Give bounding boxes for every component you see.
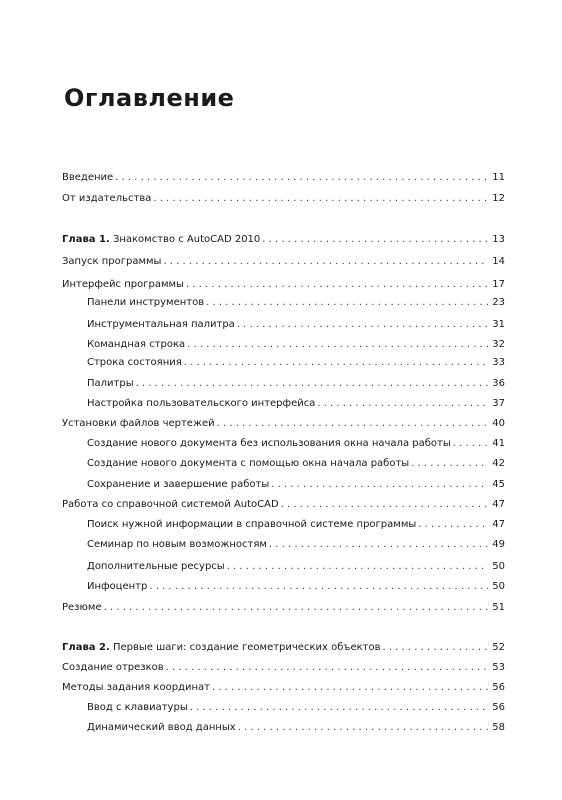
toc-entry-text: Строка состояния [87,357,182,368]
toc-entry-title [87,378,134,390]
toc-entry-title [62,172,113,184]
toc-entry-title [62,193,151,205]
toc-entry-title [87,398,315,410]
toc-entry-text: Первые шаги: создание геометрических объектов [109,642,381,653]
page-title: Оглавление [64,84,235,112]
toc-entry-title [87,581,147,593]
toc-entry-text: Панели инструментов [87,297,205,308]
toc-leader-dots [104,602,488,614]
toc-page-number: 36 [492,378,505,389]
toc-entry-text: Инфоцентр [87,581,148,592]
toc-entry-title [87,479,269,491]
toc-entry [87,720,505,734]
toc-page-number: 52 [492,642,505,653]
toc-entry-title [62,256,161,268]
toc-page-number: 56 [492,682,505,693]
toc-entry [87,456,505,470]
toc-entry [62,232,505,246]
toc-entry [87,477,505,491]
toc-leader-dots [227,561,488,573]
toc-entry [87,579,505,593]
toc-entry-title [62,682,210,694]
toc-entry [87,436,505,450]
toc-entry [62,680,505,694]
toc-leader-dots [217,418,488,430]
toc-entry-text: Работа со справочной системой AutoCAD [62,499,279,510]
toc-leader-dots [163,256,488,268]
toc-entry-title [62,602,102,614]
toc-entry [62,640,505,654]
toc-leader-dots [237,319,488,331]
toc-entry [62,277,505,291]
toc-chapter-label: Глава 2. [62,642,110,653]
toc-leader-dots [166,662,488,674]
toc-page-number: 47 [492,499,505,510]
toc-page-number: 13 [492,234,505,245]
toc-entry-title [62,418,215,430]
toc-entry-title [87,297,204,309]
toc-entry [87,295,505,309]
toc-leader-dots [382,642,488,654]
toc-page-number: 42 [492,458,505,469]
toc-entry-text: Настройка пользовательского интерфейса [87,398,316,409]
toc-entry [62,497,505,511]
toc-leader-dots [186,279,488,291]
toc-entry-text: Введение [62,172,114,183]
toc-entry [87,376,505,390]
toc-entry-title [62,234,260,246]
toc-entry [62,600,505,614]
toc-entry [87,700,505,714]
toc-page-number: 33 [492,357,505,368]
toc-leader-dots [453,438,488,450]
toc-entry-text: Семинар по новым возможностям [87,539,267,550]
toc-entry-text: Создание отрезков [62,662,164,673]
toc-entry [87,537,505,551]
toc-entry [62,416,505,430]
toc-entry-text: Динамический ввод данных [87,722,236,733]
toc-page-number: 56 [492,702,505,713]
toc-page-number: 41 [492,438,505,449]
toc-entry [87,396,505,410]
toc-leader-dots [149,581,488,593]
toc-leader-dots [187,339,488,351]
toc-page-number: 11 [492,172,505,183]
toc-entry [62,170,505,184]
toc-leader-dots [136,378,488,390]
toc-entry-title [62,499,279,511]
toc-page-number: 37 [492,398,505,409]
toc-entry-title [87,357,182,369]
toc-entry-title [87,539,267,551]
toc-entry-title [87,339,185,351]
toc-leader-dots [238,722,488,734]
toc-leader-dots [212,682,488,694]
toc-entry-title [62,662,164,674]
toc-entry-text: Знакомство с AutoCAD 2010 [109,234,261,245]
toc-entry-title [87,702,188,714]
toc-leader-dots [190,702,488,714]
toc-entry-text: Ввод с клавиатуры [87,702,188,713]
toc-entry-title [87,519,416,531]
toc-entry-text: От издательства [62,193,152,204]
toc-leader-dots [317,398,488,410]
toc-entry-text: Поиск нужной информации в справочной системе программы [87,519,417,530]
toc-entry [87,559,505,573]
toc-leader-dots [206,297,488,309]
toc-leader-dots [184,357,488,369]
toc-page-number: 53 [492,662,505,673]
toc-page-number: 17 [492,279,505,290]
toc-entry-text: Создание нового документа без использования окна начала работы [87,438,451,449]
toc-page-number: 40 [492,418,505,429]
toc-entry-text: Инструментальная палитра [87,319,235,330]
toc-entry-text: Палитры [87,378,134,389]
toc-entry-text: Сохранение и завершение работы [87,479,270,490]
toc-entry-text: Резюме [62,602,102,613]
toc-chapter-label: Глава 1. [62,234,110,245]
toc-leader-dots [262,234,488,246]
toc-entry-title [62,279,184,291]
toc-leader-dots [411,458,488,470]
toc-page-number: 50 [492,561,505,572]
toc-page-number: 49 [492,539,505,550]
toc-entry [87,317,505,331]
toc-entry-title [87,561,225,573]
toc-page-number: 32 [492,339,505,350]
toc-entry [62,254,505,268]
toc-leader-dots [418,519,488,531]
toc-entry-text: Методы задания координат [62,682,210,693]
toc-page-number: 23 [492,297,505,308]
toc-leader-dots [115,172,488,184]
toc-entry [87,517,505,531]
toc-entry-title [87,722,236,734]
toc-leader-dots [271,479,488,491]
toc-page-number: 14 [492,256,505,267]
toc-entry-title [87,438,451,450]
toc-entry-text: Интерфейс программы [62,279,184,290]
toc-entry-title [87,458,409,470]
toc-page-number: 12 [492,193,505,204]
toc-entry-text: Запуск программы [62,256,162,267]
toc-page-number: 45 [492,479,505,490]
toc-page-number: 31 [492,319,505,330]
toc-entry [62,191,505,205]
toc-page-number: 58 [492,722,505,733]
toc-leader-dots [269,539,488,551]
toc-entry-text: Создание нового документа с помощью окна начала работы [87,458,410,469]
toc-page-number: 51 [492,602,505,613]
toc-entry [87,355,505,369]
toc-leader-dots [153,193,488,205]
toc-leader-dots [281,499,488,511]
toc-entry-text: Установки файлов чертежей [62,418,215,429]
toc-entry-title [62,642,380,654]
toc-entry-text: Дополнительные ресурсы [87,561,225,572]
toc-page-number: 50 [492,581,505,592]
toc-entry [87,337,505,351]
toc-page-number: 47 [492,519,505,530]
toc-entry-text: Командная строка [87,339,186,350]
toc-entry-title [87,319,235,331]
toc-entry [62,660,505,674]
